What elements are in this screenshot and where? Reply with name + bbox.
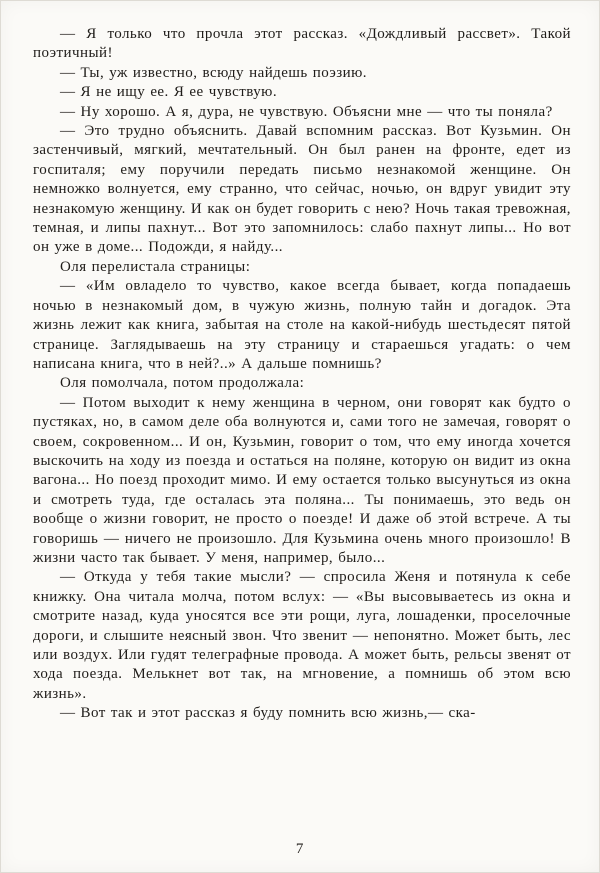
paragraph: — Вот так и этот рассказ я буду помнить всю жизнь,— ска-	[60, 705, 476, 722]
paragraph: — Я только что прочла этот рассказ. «Дождливый рассвет». Такой поэтичный!	[33, 26, 571, 62]
paragraph: — «Им овладело то чувство, какое всегда бывает, когда попадаешь ночью в незнакомый дом, в чужую жизнь, полную тайн и догадок. Эта жизнь лежит как книга, забытая на столе на какой-нибудь шестьдесят пятой странице. Заглядываешь на эту страницу и стараешься угадать: о чем написана книга, что в ней?..» А дальше помнишь?	[33, 278, 571, 372]
text-block	[33, 25, 571, 724]
paragraph: — Потом выходит к нему женщина в черном, они говорят как будто о пустяках, но, в самом деле оба волнуются и, сами того не замечая, говорят о своем, сокровенном... И он, Кузьмин, говорит о том, что ему иногда хочется выскочить на ходу из поезда и остаться на поляне, которую он видит из окна вагона... Но поезд проходит мимо. И ему остается только высунуться из окна и смотреть туда, где осталась эта поляна... Ты понимаешь, это ведь он вообще о жизни говорит, не просто о поезде! И даже об этой встрече. А ты говоришь — ничего не произошло. Для Кузьмина очень много произошло! В жизни часто так бывает. У меня, например, было...	[33, 394, 571, 566]
paragraph: Оля перелистала страницы:	[60, 258, 251, 275]
paragraph: — Откуда у тебя такие мысли? — спросила Женя и потянула к себе книжку. Она читала молча, потом вслух: — «Вы высовываетесь из окна и смотрите назад, куда уносятся все эти рощи, луга, лошаденки, проселочные дороги, и слышите неясный звон. Что звенит — непонятно. Может быть, лес или воздух. Или гудят телеграфные провода. А может быть, рельсы звенят от хода поезда. Мелькнет вот так, на мгновение, а помнишь об этом всю жизнь».	[33, 569, 571, 702]
paragraph: — Ну хорошо. А я, дура, не чувствую. Объясни мне — что ты поняла?	[60, 103, 553, 120]
paragraph: Оля помолчала, потом продолжала:	[60, 375, 305, 392]
page-number: 7	[295, 841, 305, 857]
paragraph: — Это трудно объяснить. Давай вспомним рассказ. Вот Кузьмин. Он застенчивый, мягкий, мечтательный. Он был ранен на фронте, едет из госпиталя; ему поручили передать письмо незнакомой женщине. Он немножко волнуется, ему странно, что сейчас, ночью, он вдруг увидит эту незнакомую женщину. И как он будет говорить с нею? Ночь такая тревожная, темная, и липы пахнут... Вот это запомнилось: слабо пахнут липы... Но вот он уже в доме... Подожди, я найду...	[33, 123, 571, 256]
paragraph: — Ты, уж известно, всюду найдешь поэзию.	[60, 64, 367, 81]
paragraph: — Я не ищу ее. Я ее чувствую.	[60, 84, 278, 101]
